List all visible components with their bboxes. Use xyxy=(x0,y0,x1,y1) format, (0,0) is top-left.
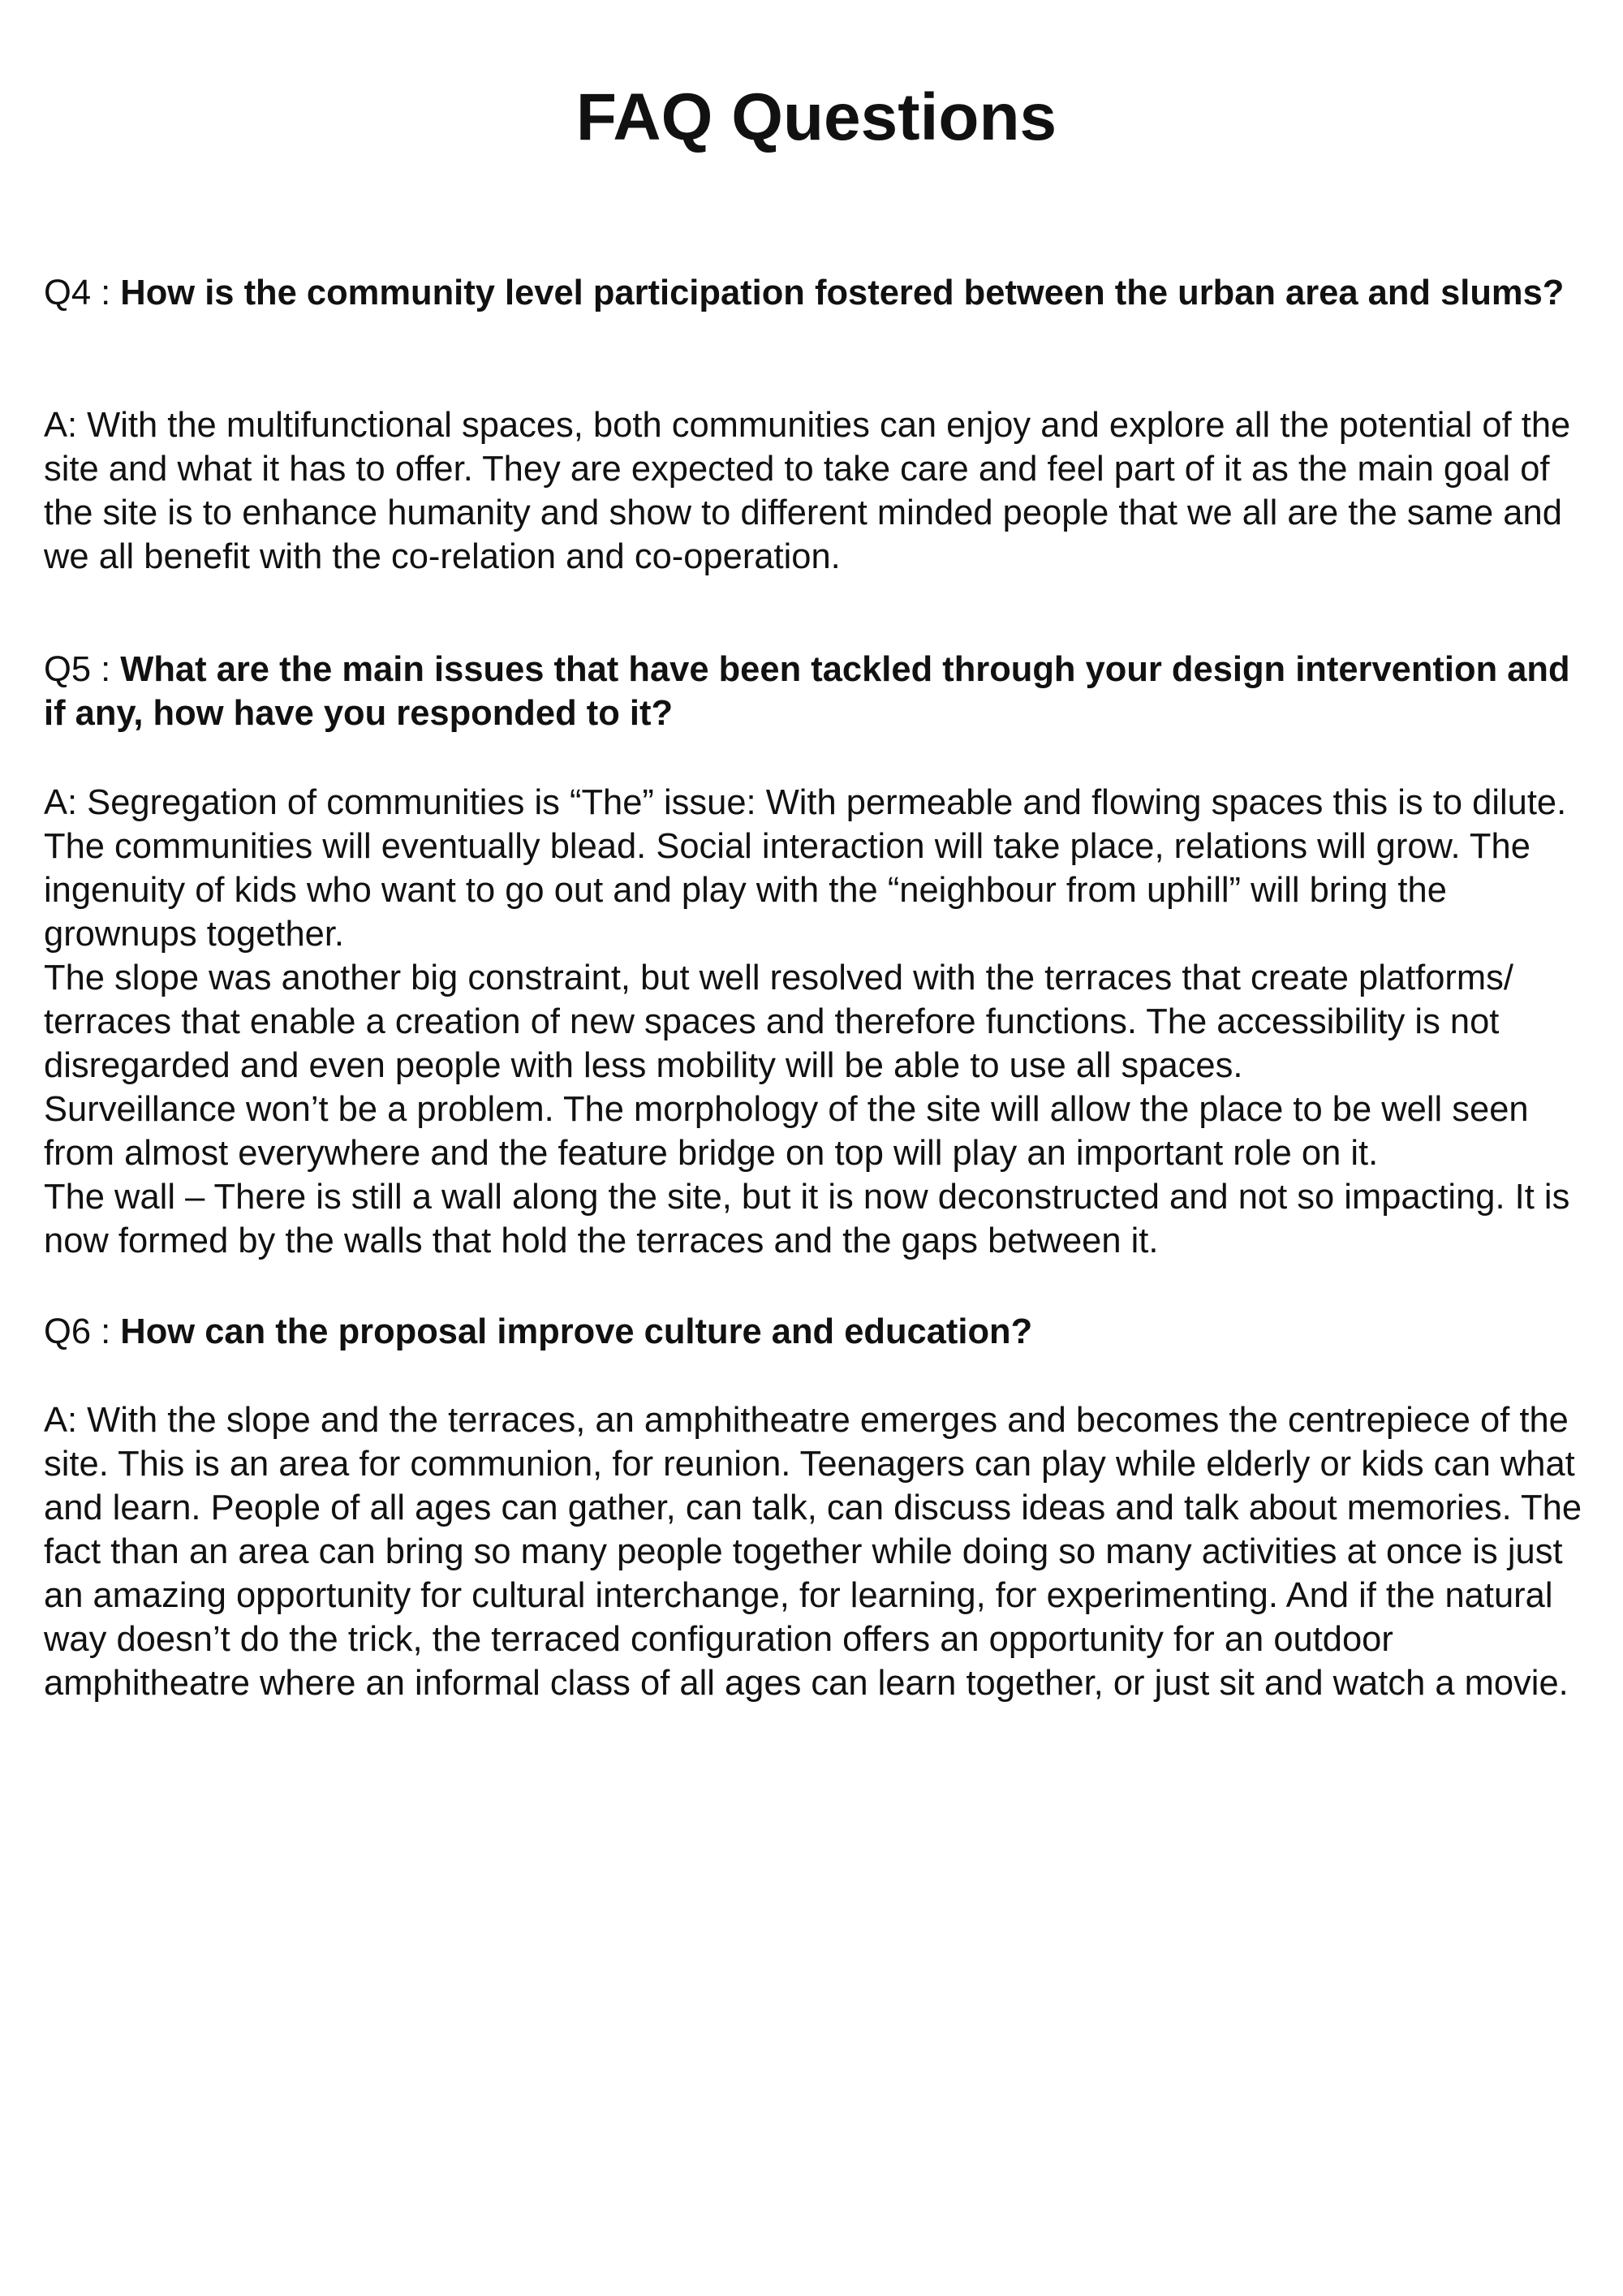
answer-paragraph: A: With the multifunctional spaces, both communities can enjoy and explore all the potential of the site and what it has to offer. They are expected to take care and feel part of it as the main goal of the site is to enhance humanity and show to different minded people that we all are the same and we all benefit with the co-relation and co-operation. xyxy=(44,406,1571,576)
answer-paragraph: A: With the slope and the terraces, an amphitheatre emerges and becomes the centrepiece of the site. This is an area for communion, for reunion. Teenagers can play while elderly or kids can what and learn. People of all ages can gather, can talk, can discuss ideas and talk about memories. The fact than an area can bring so many people together while doing so many activities at once is just an amazing opportunity for cultural interchange, for learning, for experimenting. And if the natural way doesn’t do the trick, the terraced configuration offers an opportunity for an outdoor amphitheatre where an informal class of all ages can learn together, or just sit and watch a movie. xyxy=(44,1401,1582,1703)
question-number: Q4 : xyxy=(44,274,121,312)
page-title: FAQ Questions xyxy=(575,80,1057,154)
question-number: Q6 : xyxy=(44,1312,121,1351)
faq-answer-q4 xyxy=(44,403,1586,579)
question-text: How is the community level participation fostered between the urban area and slums? xyxy=(120,274,1565,312)
faq-question-q6 xyxy=(44,1310,1586,1354)
faq-answer-q6 xyxy=(44,1398,1586,1705)
faq-answer-q5 xyxy=(44,781,1586,1263)
answer-paragraph: The slope was another big constraint, but well resolved with the terraces that create platforms/ terraces that enable a creation of new spaces and therefore functions. The accessibility is not disregarded and even people with less mobility will be able to use all spaces. xyxy=(44,958,1513,1085)
answer-paragraph: The wall – There is still a wall along the site, but it is now deconstructed and not so impacting. It is now formed by the walls that hold the terraces and the gaps between it. xyxy=(44,1178,1570,1260)
faq-question-q4 xyxy=(44,271,1586,315)
answer-paragraph: Surveillance won’t be a problem. The morphology of the site will allow the place to be well seen from almost everywhere and the feature bridge on top will play an important role on it. xyxy=(44,1090,1529,1173)
question-number: Q5 : xyxy=(44,650,121,689)
answer-paragraph: A: Segregation of communities is “The” issue: With permeable and flowing spaces this is to dilute. The communities will eventually blead. Social interaction will take place, relations will grow. The ingenuity of kids who want to go out and play with the “neighbour from uphill” will bring the grownups together. xyxy=(44,783,1567,954)
question-text: How can the proposal improve culture and education? xyxy=(120,1312,1033,1351)
question-text: What are the main issues that have been tackled through your design intervention and if any, how have you responded to it? xyxy=(44,650,1570,733)
faq-question-q5 xyxy=(44,648,1586,735)
